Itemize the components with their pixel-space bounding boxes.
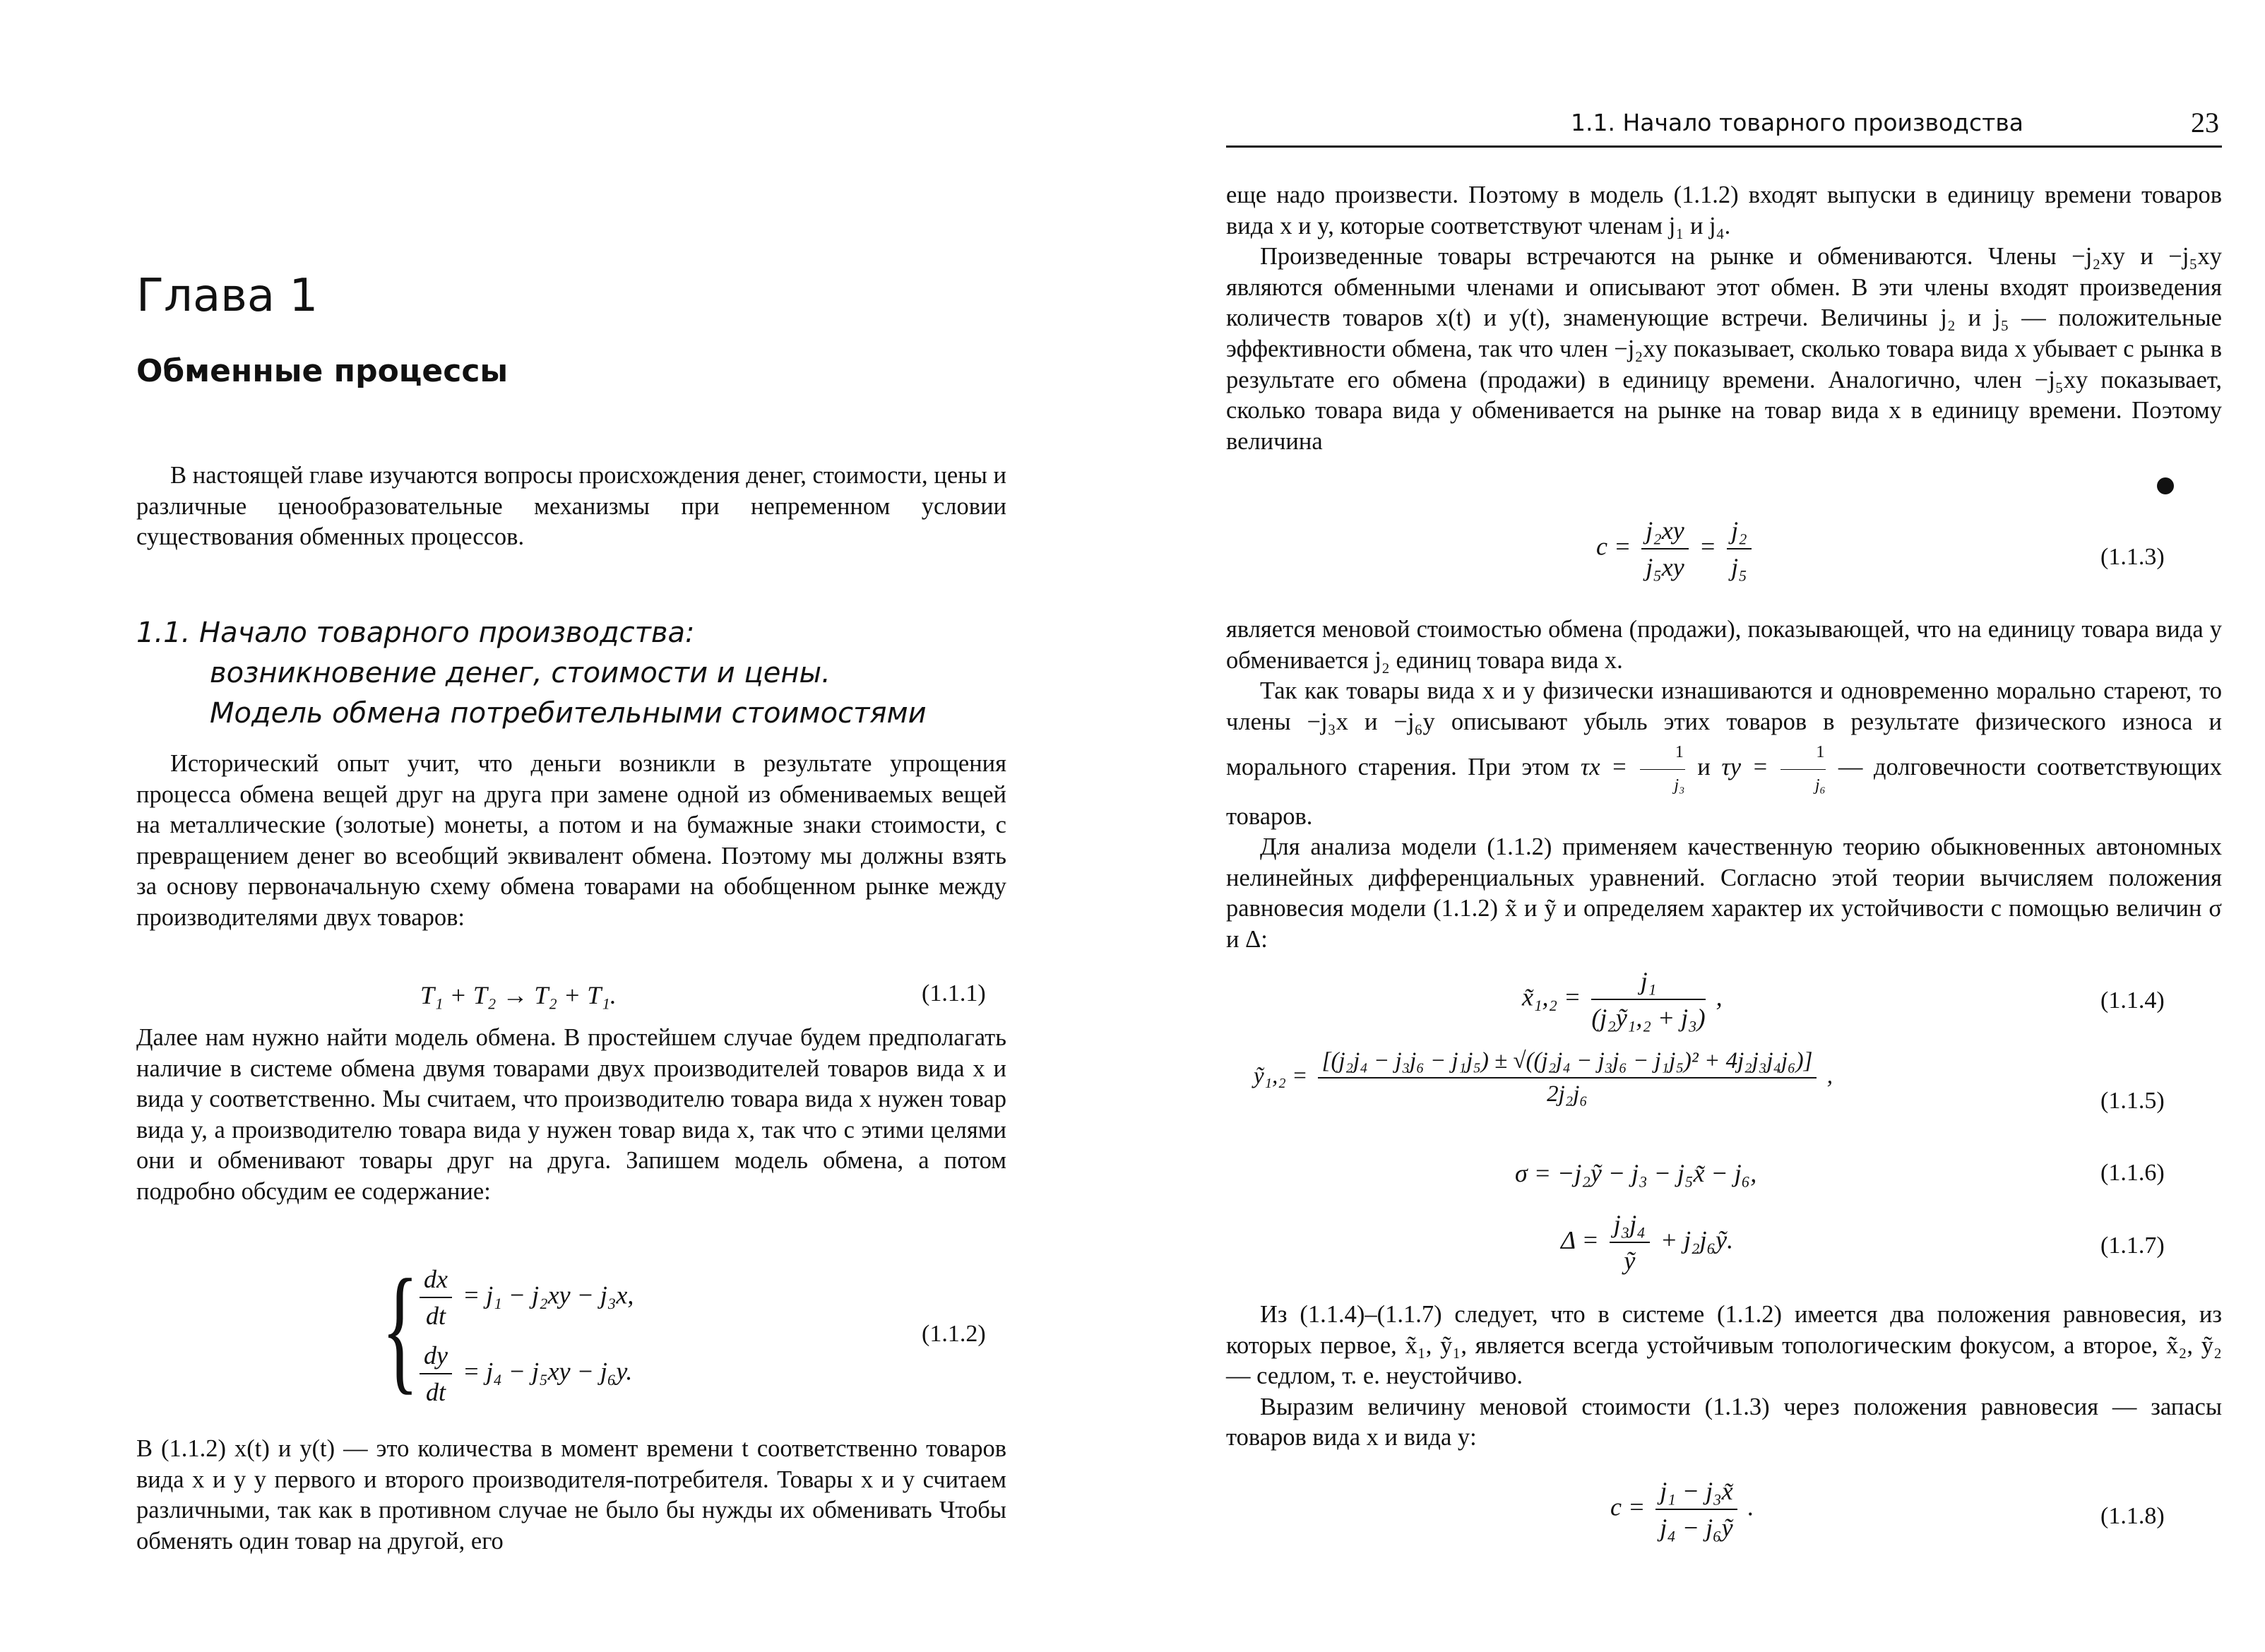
paragraph-express-text: Выразим величину меновой стоимости (1.1.3) через положения равновесия — запасы товаров вида x и вида y: xyxy=(1226,1393,2222,1451)
eq-117-lhs: Δ = xyxy=(1561,1225,1599,1254)
paragraph-exchange-value-text: является меновой стоимостью обмена (продажи), показывающей, что на единицу товара вида y обменивается j₂ единиц товара вида x. xyxy=(1226,616,2222,674)
section-heading-line-1: 1.1. Начало товарного производства: xyxy=(136,617,695,649)
tau-y-den: j₆ xyxy=(1814,776,1826,795)
eq-114-tail: , xyxy=(1716,982,1723,1011)
tau-x-label: τx = xyxy=(1580,754,1628,781)
denominator-dt-1: dt xyxy=(425,1302,446,1330)
eq-113-equals: = xyxy=(1699,532,1717,561)
paragraph-production-text: еще надо произвести. Поэтому в модель (1.1.2) входят выпуски в единицу времени товаров вида x и y, которые соответствуют членам j₁ и j₄. xyxy=(1226,182,2222,239)
eq-115-lhs: ỹ₁,₂ = xyxy=(1254,1063,1308,1089)
eq-118-num: j₁ − j₃x̃ xyxy=(1655,1476,1737,1510)
eq-117-tail: + j₂j₆ỹ. xyxy=(1660,1225,1734,1254)
denominator-dt-2: dt xyxy=(425,1378,446,1406)
equation-number-1-1-1: (1.1.1) xyxy=(922,980,986,1006)
equation-number-1-1-3: (1.1.3) xyxy=(2100,544,2165,570)
paragraph-equilibria xyxy=(1226,1300,2222,1454)
rhs-dx: = j₁ − j₂xy − j₃x, xyxy=(462,1280,634,1309)
equation-1-1-2-row-1 xyxy=(415,1264,634,1331)
eq-118-fraction xyxy=(1655,1476,1737,1543)
numerator-dx: dx xyxy=(420,1264,452,1298)
section-heading xyxy=(136,613,927,734)
eq-114-num: j₁ xyxy=(1591,966,1705,1000)
eq-113-lhs: c = xyxy=(1596,532,1631,561)
running-title: 1.1. Начало товарного производства xyxy=(1571,109,2024,136)
eq-118-den: j₄ − j₆ỹ xyxy=(1660,1514,1733,1542)
paragraph-history xyxy=(136,749,1006,934)
equation-number-1-1-5: (1.1.5) xyxy=(2100,1088,2165,1114)
eq-115-tail: , xyxy=(1826,1063,1833,1089)
equation-1-1-8 xyxy=(1610,1476,1754,1543)
equation-1-1-5 xyxy=(1254,1048,1833,1107)
equation-number-1-1-6: (1.1.6) xyxy=(2100,1160,2165,1186)
eq-118-lhs: c = xyxy=(1610,1492,1646,1521)
intro-text: В настоящей главе изучаются вопросы происхождения денег, стоимости, цены и различные ценообразовательные механизмы при непременном условии существования обменных процессов. xyxy=(136,462,1006,551)
eq-117-fraction xyxy=(1610,1209,1650,1276)
page-number: 23 xyxy=(2191,107,2219,138)
tau-y-fraction xyxy=(1781,737,1826,801)
rhs-dy: = j₄ − j₅xy − j₆y. xyxy=(462,1357,633,1386)
paragraph-production xyxy=(1226,180,2222,457)
tau-y-num: 1 xyxy=(1781,737,1826,770)
paragraph-equilibria-text: Из (1.1.4)–(1.1.7) следует, что в системе (1.1.2) имеется два положения равновесия, из которых первое, x̃₁, ỹ₁, является всегда устойчивым топологическим фокусом, а второе, x̃₂, ỹ₂ — седлом, т. е. неустойчиво. xyxy=(1226,1301,2222,1390)
equation-1-1-6: σ = −j₂ỹ − j₃ − j₅x̃ − j₆, xyxy=(1515,1159,1757,1187)
ink-smudge xyxy=(2157,477,2174,494)
eq-114-fraction xyxy=(1591,966,1705,1033)
tau-and: и xyxy=(1697,754,1711,781)
tau-x-num: 1 xyxy=(1640,737,1685,770)
eq-113-fraction-2 xyxy=(1727,516,1752,582)
eq-113-fraction-1 xyxy=(1641,516,1688,582)
eq-113-den-2: j₅ xyxy=(1731,553,1747,581)
equation-number-1-1-4: (1.1.4) xyxy=(2100,987,2165,1014)
paragraph-exchange-value xyxy=(1226,614,2222,956)
equation-number-1-1-2: (1.1.2) xyxy=(922,1321,986,1347)
eq-117-num: j₃j₄ xyxy=(1610,1209,1650,1243)
eq-115-num: [(j₂j₄ − j₃j₆ − j₁j₅) ± √((j₂j₄ − j₃j₆ − j₁j₅)² + 4j₂j₃j₄j₆)] xyxy=(1318,1048,1817,1078)
paragraph-history-text: Исторический опыт учит, что деньги возникли в результате упрощения процесса обмена вещей друг на друга при замене одной из обмениваемых вещей на металлические (золотые) монеты, а потом и на бумажные знаки стоимости, с превращением денег во всеобщий эквивалент обмена. Поэтому мы должны взять за основу первоначальную схему обмена товарами на обобщенном рынке между производителями двух товаров: xyxy=(136,750,1006,931)
chapter-title: Обменные процессы xyxy=(136,353,509,389)
section-heading-line-2: возникновение денег, стоимости и цены. xyxy=(210,657,831,689)
left-page xyxy=(0,0,1130,1652)
equation-1-1-3 xyxy=(1596,516,1756,582)
left-brace: { xyxy=(381,1251,419,1407)
tau-y-label: τy = xyxy=(1721,754,1768,781)
eq-114-lhs: x̃₁,₂ = xyxy=(1522,982,1581,1011)
tau-x-den: j₃ xyxy=(1674,776,1685,795)
paragraph-quantities xyxy=(136,1434,1006,1557)
equation-1-1-1: T₁ + T₂ → T₂ + T₁. xyxy=(420,981,617,1009)
equation-number-1-1-8: (1.1.8) xyxy=(2100,1503,2165,1529)
running-header xyxy=(1226,106,2222,148)
eq-113-num-1: j₂xy xyxy=(1641,516,1688,549)
eq-115-fraction xyxy=(1318,1048,1817,1107)
tau-tail: — долговечности соответствующих товаров. xyxy=(1226,754,2223,830)
chapter-label: Глава 1 xyxy=(136,270,319,322)
eq-117-den: ỹ xyxy=(1624,1247,1636,1275)
numerator-dy: dy xyxy=(420,1341,452,1374)
tau-x-fraction xyxy=(1640,737,1685,801)
equation-1-1-7 xyxy=(1561,1209,1733,1276)
fraction-dx-dt xyxy=(420,1264,452,1331)
eq-113-num-2: j₂ xyxy=(1727,516,1752,549)
paragraph-quantities-text: В (1.1.2) x(t) и y(t) — это количества в момент времени t соответственно товаров вида x и y у первого и второго производителя-потребителя. Товары x и y считаем различными, так как в противном случае не было бы нужды их обменивать Чтобы обменять один товар на другой, его xyxy=(136,1435,1006,1555)
eq-118-tail: . xyxy=(1747,1492,1754,1521)
paragraph-analysis-text: Для анализа модели (1.1.2) применяем качественную теорию обыкновенных автономных нелинейных дифференциальных уравнений. Согласно этой теории вычисляем положения равновесия модели (1.1.2) x̃ и ỹ и определяем характер их устойчивости с помощью величин σ и Δ: xyxy=(1226,833,2222,953)
paragraph-exchange-text: Произведенные товары встречаются на рынке и обмениваются. Члены −j₂xy и −j₅xy являются обменными членами и описывают этот обмен. В эти члены входят произведения количеств товаров x(t) и y(t), знаменующие встречи. Величины j₂ и j₅ — положительные эффективности обмена, так что член −j₂xy показывает, сколько товара вида x убывает с рынка в результате его обмена (продажи) в единицу времени. Аналогично, член −j₅xy показывает, сколько товара вида y обменивается на рынке на товар вида x в единицу времени. Поэтому величина xyxy=(1226,243,2222,455)
equation-1-1-2-row-2 xyxy=(415,1341,632,1407)
fraction-dy-dt xyxy=(420,1341,452,1407)
section-heading-line-3: Модель обмена потребительными стоимостями xyxy=(210,697,927,730)
paragraph-depreciation-text xyxy=(1226,676,2222,832)
eq-113-den-1: j₅xy xyxy=(1646,553,1684,581)
equation-number-1-1-7: (1.1.7) xyxy=(2100,1232,2165,1259)
paragraph-model-text: Далее нам нужно найти модель обмена. В простейшем случае будем предполагать наличие в системе обмена двумя товарами двух производителей товаров вида x и вида y соответственно. Мы считаем, что производителю товара вида x нужен товар вида y, а производителю товара вида y нужен товар вида x, так что с этими целями они и обменивают товары друг на друга. Запишем модель обмена, а потом подробно обсудим ее содержание: xyxy=(136,1024,1006,1205)
intro-paragraph xyxy=(136,460,1006,553)
right-page xyxy=(1130,0,2265,1652)
paragraph-model xyxy=(136,1023,1006,1208)
eq-115-den: 2j₂j₆ xyxy=(1547,1081,1588,1107)
eq-114-den: (j₂ỹ₁,₂ + j₃) xyxy=(1591,1004,1706,1032)
depreciation-text-main: Так как товары вида x и y физически изнашиваются и одновременно морально стареют, то члены −j₃x и −j₆y описывают убыль этих товаров в результате физического износа и морального старения. При этом xyxy=(1226,677,2222,781)
equation-1-1-4 xyxy=(1522,966,1723,1033)
